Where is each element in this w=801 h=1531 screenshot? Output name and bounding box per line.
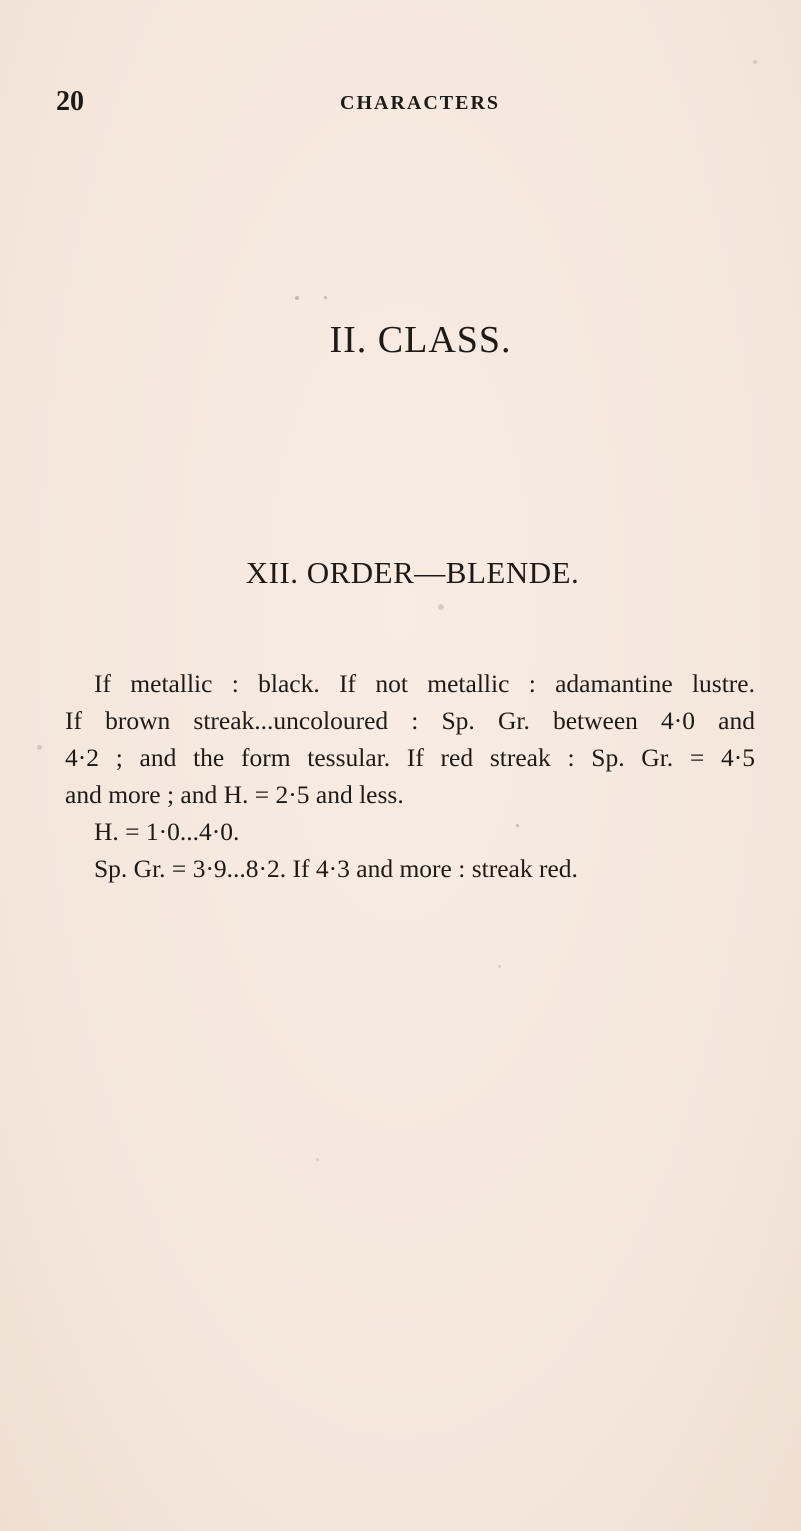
paragraph-line: and more ; and H. = 2·5 and less. xyxy=(65,780,404,809)
paper-speck xyxy=(753,60,757,64)
paragraph-line: 4·2 ; and the form tessular. If red streak : Sp. Gr. = 4·5 xyxy=(65,743,755,772)
paper-speck xyxy=(498,965,501,968)
specific-gravity-line: Sp. Gr. = 3·9...8·2. If 4·3 and more : streak red. xyxy=(94,854,578,883)
paper-speck xyxy=(324,296,327,299)
running-title: CHARACTERS xyxy=(340,92,501,114)
paper-speck xyxy=(516,824,519,827)
paragraph-line: If metallic : black. If not metallic : adamantine lustre. xyxy=(94,669,755,698)
order-heading: XII. ORDER—BLENDE. xyxy=(245,555,580,590)
characters-paragraph xyxy=(65,665,755,887)
paper-speck xyxy=(316,1158,319,1161)
class-heading: II. CLASS. xyxy=(329,319,512,361)
paper-speck xyxy=(295,296,299,300)
page-number: 20 xyxy=(56,86,84,117)
paper-speck xyxy=(438,604,444,610)
paragraph-line: If brown streak...uncoloured : Sp. Gr. between 4·0 and xyxy=(65,706,755,735)
paper-speck xyxy=(37,745,42,750)
hardness-line: H. = 1·0...4·0. xyxy=(94,817,240,846)
